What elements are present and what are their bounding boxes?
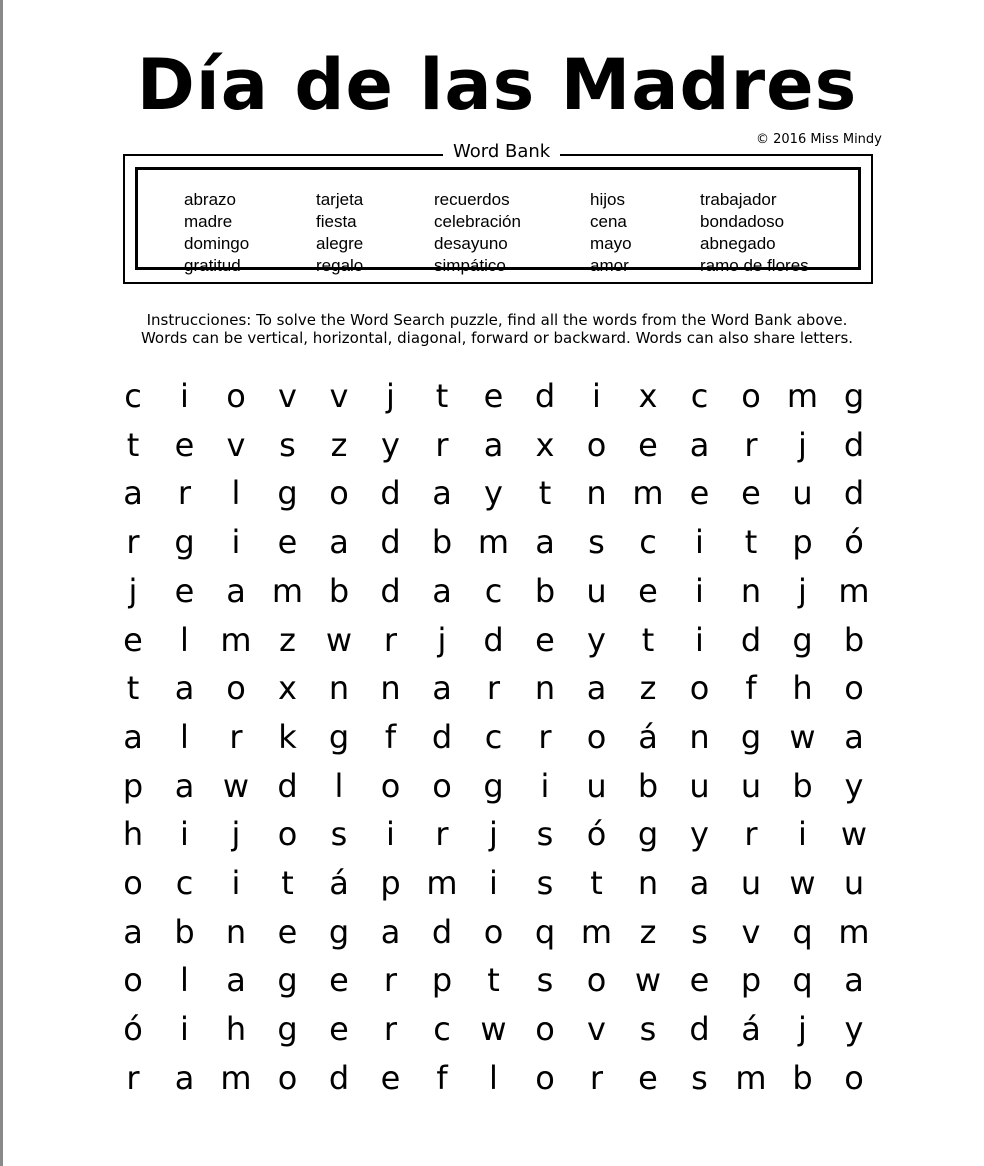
word-bank-word: regalo [316, 256, 364, 275]
grid-letter[interactable]: w [480, 1010, 507, 1049]
grid-letter[interactable]: i [231, 523, 241, 562]
grid-letter[interactable]: m [220, 620, 252, 659]
grid-letter[interactable]: w [789, 864, 816, 902]
grid-row [107, 762, 887, 811]
grid-row [107, 810, 887, 859]
grid-letter[interactable]: d [843, 425, 865, 464]
grid-letter[interactable]: t [126, 669, 140, 708]
grid-letter[interactable]: d [277, 766, 298, 805]
grid-letter[interactable]: o [226, 377, 246, 415]
grid-letter[interactable]: o [535, 1010, 555, 1049]
instructions [0, 311, 984, 347]
grid-letter[interactable]: r [538, 717, 552, 756]
grid-letter[interactable]: a [432, 474, 452, 513]
grid-letter[interactable]: n [225, 912, 247, 951]
grid-letter[interactable]: t [641, 620, 655, 659]
grid-letter[interactable]: c [175, 864, 194, 902]
word-bank-word: cena [590, 212, 627, 231]
grid-letter[interactable]: f [384, 717, 397, 756]
grid-letter[interactable]: r [486, 669, 501, 708]
grid-letter[interactable]: i [798, 815, 807, 854]
grid-row [107, 713, 887, 762]
grid-letter[interactable]: g [328, 912, 350, 951]
grid-letter[interactable]: o [586, 961, 607, 1000]
grid-letter[interactable]: o [329, 474, 349, 513]
grid-letter[interactable]: x [535, 425, 555, 464]
grid-letter[interactable]: e [689, 474, 710, 513]
grid-letter[interactable]: z [330, 425, 348, 464]
grid-row [107, 469, 887, 518]
grid-letter[interactable]: u [586, 571, 607, 610]
grid-letter[interactable]: a [174, 669, 195, 708]
grid-letter[interactable]: d [380, 571, 401, 610]
grid-letter[interactable]: u [843, 864, 865, 902]
grid-letter[interactable]: s [330, 815, 348, 854]
grid-letter[interactable]: ó [844, 523, 864, 562]
grid-letter[interactable]: s [536, 961, 554, 1000]
grid-letter[interactable]: e [638, 571, 658, 610]
grid-letter[interactable]: s [536, 815, 554, 854]
grid-letter[interactable]: m [632, 474, 664, 513]
grid-letter[interactable]: b [431, 523, 453, 562]
grid-letter[interactable]: a [432, 669, 452, 708]
grid-letter[interactable]: a [380, 912, 401, 951]
grid-letter[interactable]: a [689, 864, 710, 902]
grid-letter[interactable]: f [436, 1058, 448, 1097]
grid-letter[interactable]: j [231, 815, 241, 854]
grid-letter[interactable]: t [126, 425, 140, 464]
grid-letter[interactable]: m [735, 1058, 767, 1097]
grid-letter[interactable]: i [489, 864, 498, 902]
grid-letter[interactable]: t [538, 474, 552, 513]
grid-letter[interactable]: z [639, 912, 657, 951]
grid-letter[interactable]: v [329, 377, 349, 415]
grid-letter[interactable]: e [380, 1058, 401, 1097]
grid-letter[interactable]: s [588, 523, 605, 562]
grid-letter[interactable]: m [838, 571, 870, 610]
grid-letter[interactable]: á [329, 864, 349, 902]
grid-letter[interactable]: v [278, 377, 297, 415]
grid-letter[interactable]: r [383, 620, 398, 659]
grid-letter[interactable]: a [226, 961, 246, 1000]
grid-row [107, 616, 887, 665]
grid-letter[interactable]: a [123, 717, 143, 756]
grid-letter[interactable]: w [789, 717, 816, 756]
grid-letter[interactable]: u [740, 864, 762, 902]
word-bank-word: desayuno [434, 234, 508, 253]
grid-letter[interactable]: x [638, 377, 658, 415]
grid-letter[interactable]: y [690, 815, 709, 854]
grid-letter[interactable]: n [380, 669, 401, 708]
grid-letter[interactable]: i [180, 377, 189, 415]
grid-letter[interactable]: w [840, 815, 868, 854]
grid-letter[interactable]: w [222, 766, 250, 805]
grid-letter[interactable]: q [792, 912, 813, 951]
grid-row [107, 518, 887, 567]
grid-letter[interactable]: n [586, 474, 607, 513]
word-bank-word: tarjeta [316, 190, 364, 209]
grid-letter[interactable]: i [231, 864, 241, 902]
word-bank-word: ramo de flores [700, 256, 809, 275]
word-bank-word: abnegado [700, 234, 776, 253]
grid-letter[interactable]: r [177, 474, 192, 513]
grid-letter[interactable]: c [690, 377, 709, 415]
grid-letter[interactable]: w [325, 620, 353, 659]
grid-letter[interactable]: e [689, 961, 710, 1000]
grid-letter[interactable]: b [637, 766, 659, 805]
word-bank-word: celebración [434, 212, 521, 231]
grid-letter[interactable]: o [123, 864, 143, 902]
grid-letter[interactable]: u [586, 766, 607, 805]
grid-letter[interactable]: ó [123, 1010, 143, 1049]
word-bank-column-5 [700, 189, 809, 277]
grid-letter[interactable]: e [277, 523, 298, 562]
grid-row [107, 859, 887, 908]
grid-letter[interactable]: e [174, 425, 195, 464]
grid-letter[interactable]: a [844, 717, 864, 756]
word-bank-word: gratitud [184, 256, 241, 275]
grid-letter[interactable]: a [586, 669, 607, 708]
grid-letter[interactable]: m [220, 1058, 252, 1097]
grid-letter[interactable]: o [277, 815, 298, 854]
word-bank-inner-frame [135, 167, 861, 275]
grid-letter[interactable]: h [225, 1010, 247, 1049]
grid-letter[interactable]: y [844, 1010, 864, 1049]
grid-letter[interactable]: z [279, 620, 296, 659]
grid-letter[interactable]: h [122, 815, 144, 854]
grid-letter[interactable]: i [592, 377, 601, 415]
grid-letter[interactable]: q [792, 961, 813, 1000]
grid-letter[interactable]: b [792, 1058, 813, 1097]
grid-row [107, 956, 887, 1005]
grid-letter[interactable]: u [689, 766, 710, 805]
grid-letter[interactable]: g [483, 766, 504, 805]
grid-letter[interactable]: b [792, 766, 813, 805]
grid-letter[interactable]: t [487, 961, 500, 1000]
grid-letter[interactable]: i [180, 1010, 189, 1049]
grid-letter[interactable]: o [586, 717, 607, 756]
grid-letter[interactable]: ó [586, 815, 607, 854]
grid-letter[interactable]: i [695, 523, 704, 562]
grid-letter[interactable]: d [689, 1010, 710, 1049]
grid-letter[interactable]: g [637, 815, 659, 854]
grid-letter[interactable]: p [431, 961, 453, 1000]
grid-letter[interactable]: d [380, 523, 401, 562]
grid-letter[interactable]: e [535, 620, 555, 659]
grid-letter[interactable]: t [590, 864, 603, 902]
grid-letter[interactable]: g [277, 474, 298, 513]
grid-row [107, 1054, 887, 1103]
grid-letter[interactable]: o [123, 961, 143, 1000]
grid-letter[interactable]: o [586, 425, 607, 464]
word-bank-word: madre [184, 212, 233, 231]
word-bank-word: hijos [590, 190, 625, 209]
grid-letter[interactable]: e [329, 961, 349, 1000]
grid-letter[interactable]: y [587, 620, 606, 659]
word-bank-word: alegre [316, 234, 364, 253]
grid-letter[interactable]: á [741, 1010, 761, 1049]
grid-letter[interactable]: e [638, 1058, 658, 1097]
grid-letter[interactable]: j [798, 571, 807, 610]
grid-letter[interactable]: l [334, 766, 344, 805]
page-left-border [0, 0, 3, 1166]
grid-letter[interactable]: y [844, 766, 864, 805]
grid-letter[interactable]: r [744, 815, 758, 854]
grid-letter[interactable]: n [740, 571, 762, 610]
word-bank-word: trabajador [700, 190, 777, 209]
grid-letter[interactable]: l [180, 961, 189, 1000]
grid-letter[interactable]: d [534, 377, 556, 415]
grid-letter[interactable]: j [798, 1010, 807, 1049]
grid-letter[interactable]: a [174, 1058, 195, 1097]
grid-letter[interactable]: t [744, 523, 758, 562]
grid-letter[interactable]: k [278, 717, 297, 756]
grid-letter[interactable]: e [483, 377, 504, 415]
grid-letter[interactable]: r [229, 717, 243, 756]
grid-letter[interactable]: g [843, 377, 865, 415]
grid-letter[interactable]: d [843, 474, 865, 513]
grid-letter[interactable]: a [432, 571, 452, 610]
grid-letter[interactable]: s [536, 864, 554, 902]
grid-letter[interactable]: a [844, 961, 864, 1000]
grid-letter[interactable]: d [431, 912, 453, 951]
grid-letter[interactable]: s [639, 1010, 657, 1049]
grid-letter[interactable]: i [180, 815, 189, 854]
grid-letter[interactable]: a [689, 425, 710, 464]
grid-letter[interactable]: d [483, 620, 504, 659]
grid-letter[interactable]: o [689, 669, 710, 708]
grid-letter[interactable]: a [123, 474, 143, 513]
word-bank-word: domingo [184, 234, 250, 253]
grid-letter[interactable]: o [277, 1058, 298, 1097]
grid-row [107, 421, 887, 470]
grid-row [107, 1005, 887, 1054]
grid-letter[interactable]: e [329, 1010, 349, 1049]
grid-letter[interactable]: d [380, 474, 401, 513]
grid-letter[interactable]: l [231, 474, 241, 513]
grid-letter[interactable]: b [174, 912, 195, 951]
grid-letter[interactable]: r [435, 815, 449, 854]
grid-letter[interactable]: o [741, 377, 761, 415]
grid-letter[interactable]: r [126, 523, 140, 562]
grid-letter[interactable]: p [792, 523, 813, 562]
word-bank-word: fiesta [316, 212, 357, 231]
word-bank-label: Word Bank [443, 140, 560, 164]
grid-letter[interactable]: s [691, 912, 708, 951]
grid-letter[interactable]: d [740, 620, 762, 659]
grid-letter[interactable]: t [281, 864, 294, 902]
grid-letter[interactable]: g [328, 717, 350, 756]
grid-letter[interactable]: y [484, 474, 503, 513]
grid-letter[interactable]: j [798, 425, 807, 464]
word-bank-word: abrazo [184, 190, 236, 209]
grid-letter[interactable]: t [435, 377, 449, 415]
grid-row [107, 567, 887, 616]
grid-letter[interactable]: c [433, 1010, 451, 1049]
grid-letter[interactable]: j [128, 571, 138, 610]
grid-letter[interactable]: g [174, 523, 195, 562]
grid-letter[interactable]: p [122, 766, 144, 805]
grid-letter[interactable]: n [637, 864, 659, 902]
grid-letter[interactable]: i [695, 620, 704, 659]
grid-letter[interactable]: o [226, 669, 246, 708]
grid-letter[interactable]: u [740, 766, 762, 805]
instructions-line-2: Words can be vertical, horizontal, diagonal, forward or backward. Words can also share letters. [140, 329, 854, 347]
grid-letter[interactable]: l [489, 1058, 498, 1097]
grid-letter[interactable]: r [589, 1058, 604, 1097]
grid-letter[interactable]: d [328, 1058, 350, 1097]
grid-letter[interactable]: á [638, 717, 658, 756]
word-bank-column-3 [434, 189, 521, 277]
grid-letter[interactable]: o [844, 1058, 864, 1097]
grid-row [107, 908, 887, 957]
grid-letter[interactable]: j [489, 815, 498, 854]
grid-letter[interactable]: e [174, 571, 195, 610]
grid-letter[interactable]: o [844, 669, 864, 708]
word-bank-box [123, 141, 873, 284]
grid-letter[interactable]: r [126, 1058, 140, 1097]
grid-letter[interactable]: i [540, 766, 550, 805]
grid-letter[interactable]: n [328, 669, 350, 708]
grid-letter[interactable]: a [123, 912, 143, 951]
grid-letter[interactable]: z [639, 669, 657, 708]
grid-row [107, 664, 887, 713]
grid-letter[interactable]: l [180, 620, 189, 659]
grid-letter[interactable]: o [483, 912, 504, 951]
word-bank-column-2 [316, 189, 363, 277]
grid-letter[interactable]: r [744, 425, 758, 464]
grid-letter[interactable]: g [277, 961, 298, 1000]
grid-letter[interactable]: m [271, 571, 304, 610]
grid-letter[interactable]: n [534, 669, 556, 708]
grid-letter[interactable]: r [383, 1010, 398, 1049]
grid-letter[interactable]: w [634, 961, 662, 1000]
grid-letter[interactable]: c [639, 523, 657, 562]
word-bank-word: simpático [434, 256, 506, 275]
grid-letter[interactable]: i [386, 815, 395, 854]
grid-letter[interactable]: s [279, 425, 296, 464]
grid-letter[interactable]: a [329, 523, 349, 562]
grid-letter[interactable]: o [380, 766, 401, 805]
grid-letter[interactable]: a [535, 523, 555, 562]
grid-letter[interactable]: q [534, 912, 556, 951]
grid-letter[interactable]: v [226, 425, 246, 464]
grid-letter[interactable]: m [426, 864, 458, 902]
grid-letter[interactable]: g [792, 620, 813, 659]
word-bank-word: recuerdos [434, 190, 510, 209]
grid-letter[interactable]: e [277, 912, 298, 951]
word-bank-word: bondadoso [700, 212, 785, 231]
grid-letter[interactable]: h [792, 669, 813, 708]
grid-letter[interactable]: o [432, 766, 452, 805]
grid-letter[interactable]: i [695, 571, 704, 610]
word-bank-word: amor [590, 256, 629, 275]
grid-letter[interactable]: f [745, 669, 757, 708]
word-bank-word: mayo [590, 234, 632, 253]
grid-letter[interactable]: r [383, 961, 398, 1000]
grid-letter[interactable]: b [328, 571, 350, 610]
grid-letter[interactable]: d [431, 717, 453, 756]
grid-letter[interactable]: s [691, 1058, 708, 1097]
grid-letter[interactable]: a [483, 425, 504, 464]
grid-letter[interactable]: g [277, 1010, 298, 1049]
grid-letter[interactable]: c [124, 377, 142, 415]
word-bank-column-4 [590, 189, 632, 277]
grid-letter[interactable]: p [380, 864, 401, 902]
grid-letter[interactable]: m [580, 912, 613, 951]
grid-letter[interactable]: v [587, 1010, 606, 1049]
grid-letter[interactable]: o [535, 1058, 555, 1097]
grid-letter[interactable]: e [123, 620, 143, 659]
grid-letter[interactable]: c [484, 717, 503, 756]
grid-letter[interactable]: a [174, 766, 195, 805]
grid-letter[interactable]: x [278, 669, 297, 708]
word-bank-column-1 [184, 189, 249, 277]
grid-letter[interactable]: p [740, 961, 762, 1000]
page-title: Día de las Madres [136, 44, 858, 126]
grid-letter[interactable]: b [534, 571, 556, 610]
grid-letter[interactable]: m [477, 523, 510, 562]
grid-letter[interactable]: c [484, 571, 503, 610]
grid-row [107, 372, 887, 421]
grid-letter[interactable]: a [226, 571, 246, 610]
grid-letter[interactable]: l [180, 717, 189, 756]
grid-letter[interactable]: e [638, 425, 658, 464]
grid-letter[interactable]: r [435, 425, 449, 464]
instructions-line-1: Instrucciones: To solve the Word Search puzzle, find all the words from the Word Bank above. [146, 311, 848, 329]
grid-letter[interactable]: m [786, 377, 819, 415]
grid-letter[interactable]: e [741, 474, 761, 513]
grid-letter[interactable]: j [437, 620, 447, 659]
grid-letter[interactable]: n [689, 717, 710, 756]
grid-letter[interactable]: u [792, 474, 813, 513]
grid-letter[interactable]: m [838, 912, 870, 951]
grid-letter[interactable]: y [381, 425, 400, 464]
grid-letter[interactable]: v [741, 912, 761, 951]
grid-letter[interactable]: b [843, 620, 865, 659]
copyright-notice: © 2016 Miss Mindy [756, 132, 882, 147]
grid-letter[interactable]: g [740, 717, 762, 756]
grid-letter[interactable]: j [386, 377, 395, 415]
